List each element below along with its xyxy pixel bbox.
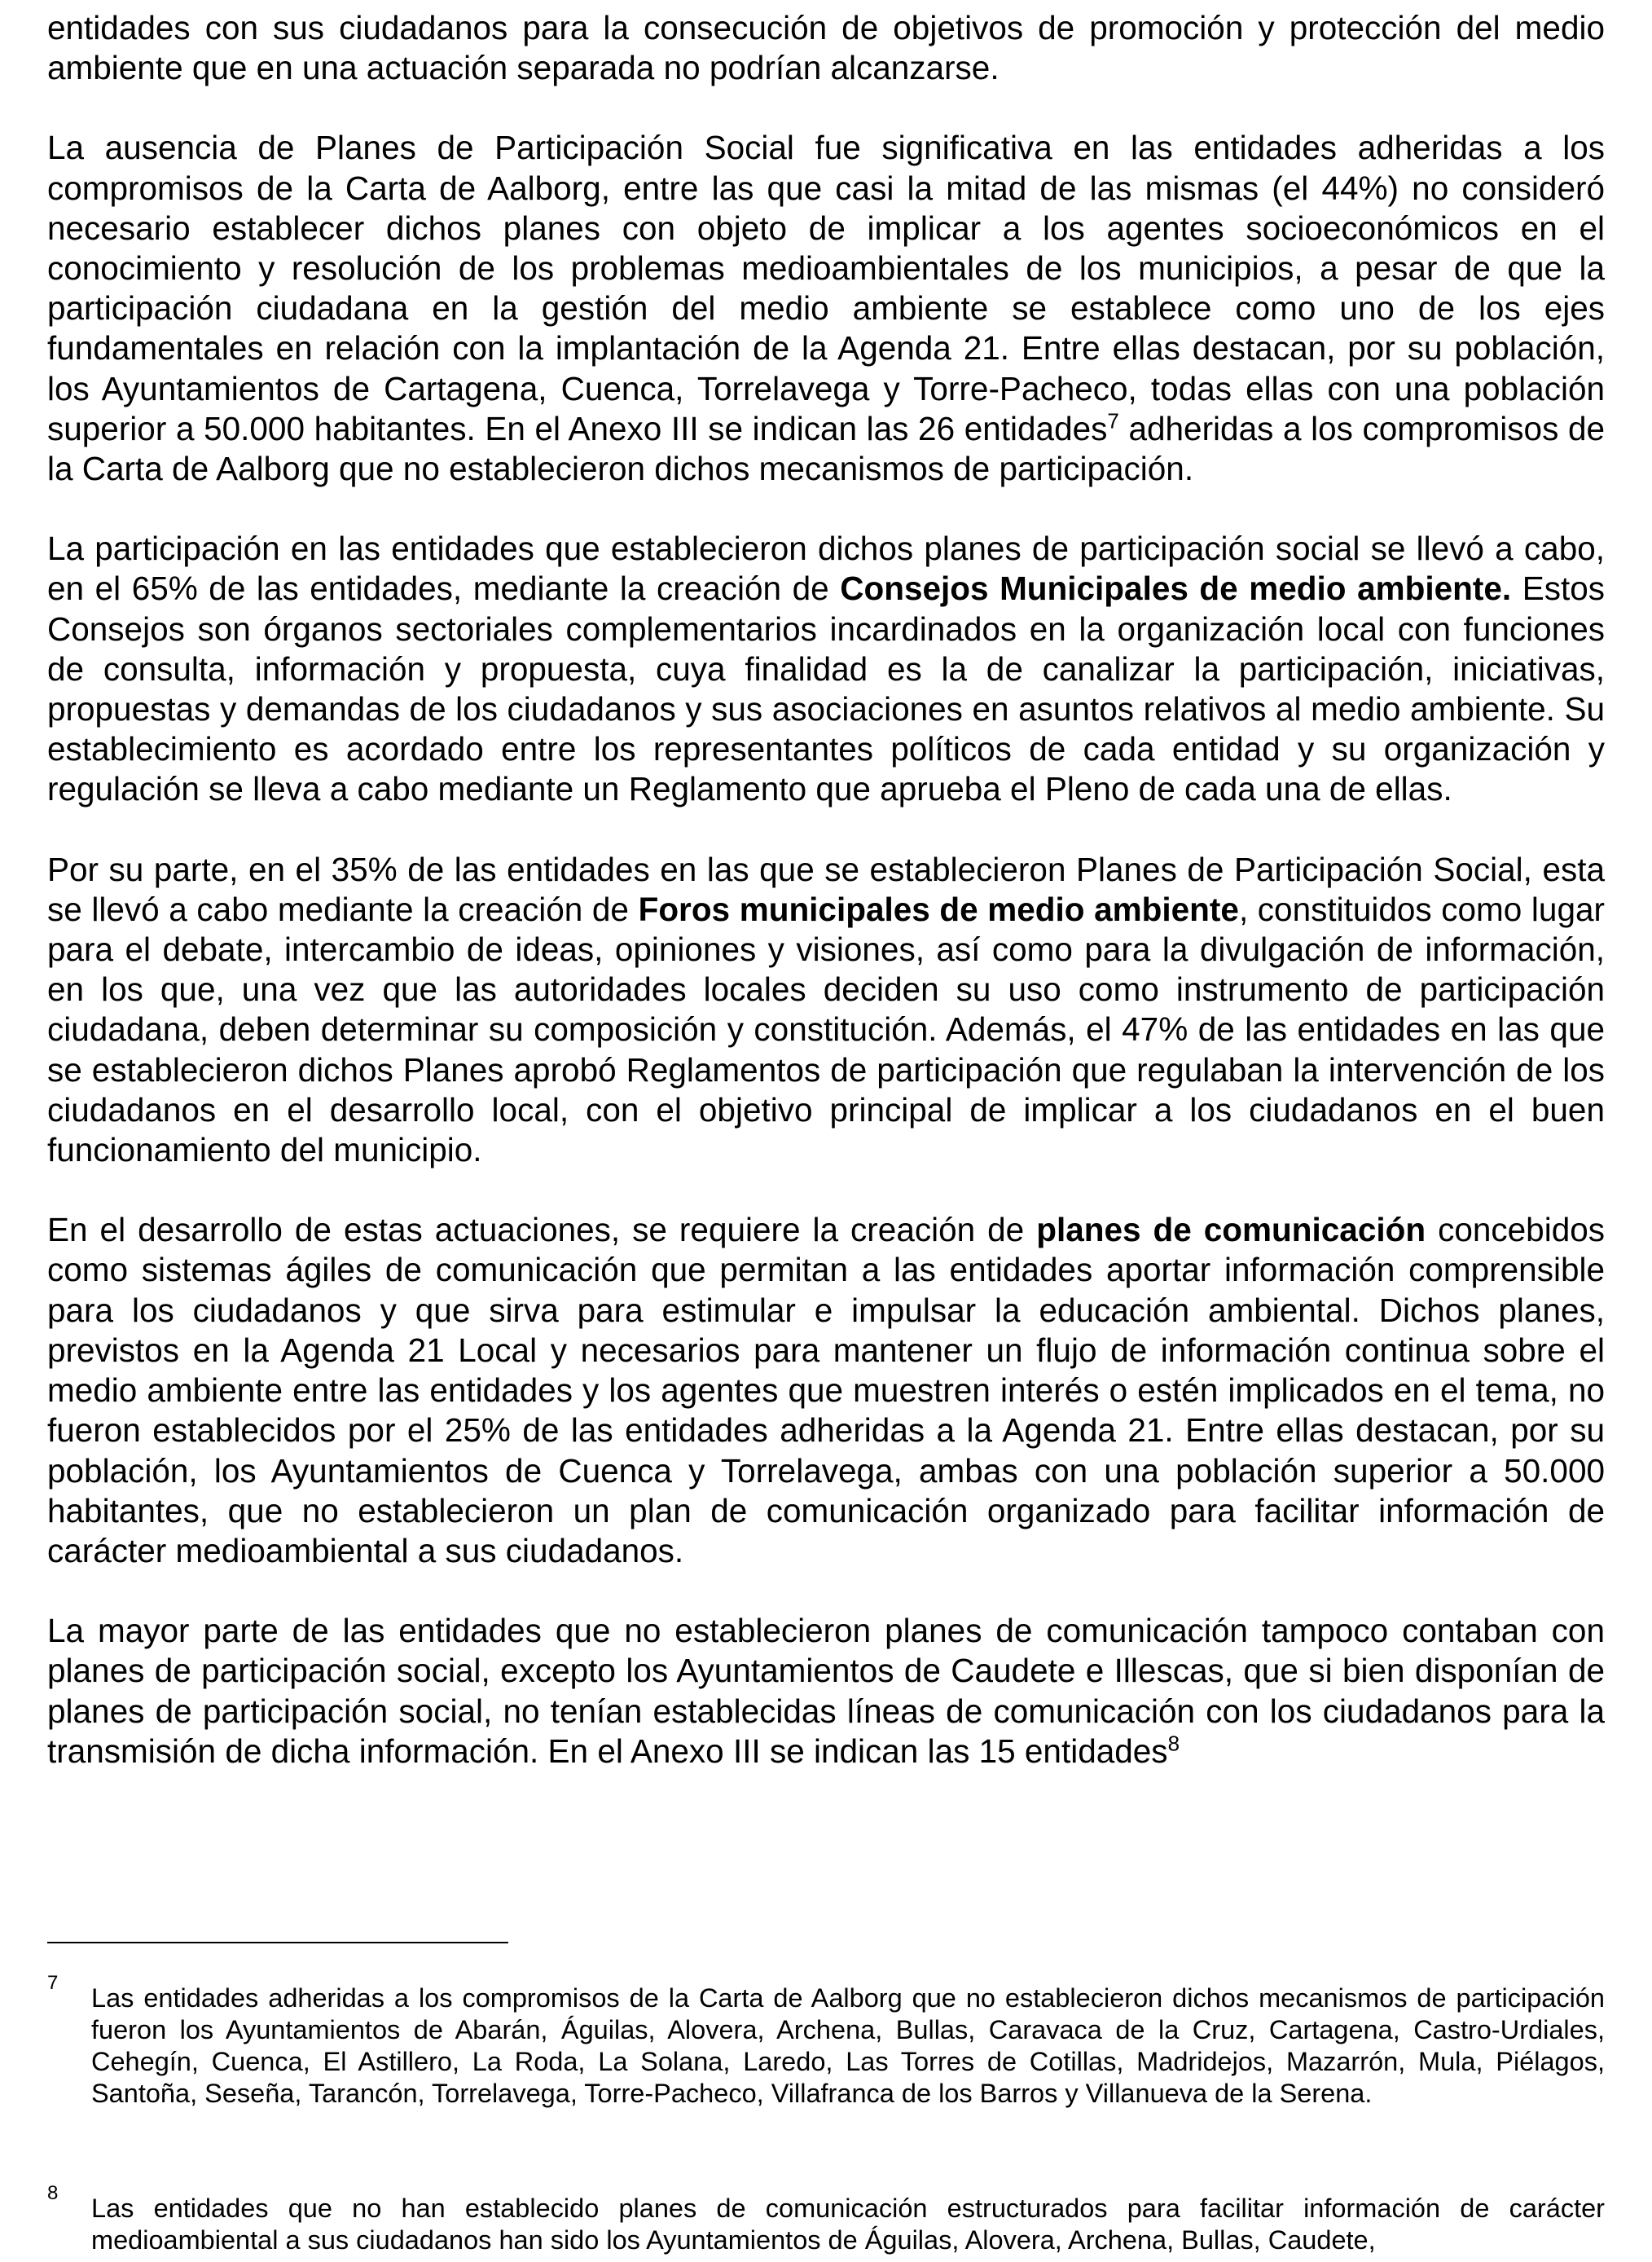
paragraph-text: Estos Consejos son órganos sectoriales complementarios incardinados en la organización local con funciones de consulta, información y propuesta, cuya finalidad es la de canalizar la participación, iniciativas, propuestas y demandas de los ciudadanos y sus asociaciones en asuntos relativos al medio ambiente. Su establecimiento es acordado entre los representantes políticos de cada entidad y su organización y regulación se lleva a cabo mediante un Reglamento que aprueba el Pleno de cada una de ellas. — [47, 570, 1605, 808]
footnote-number: 7 — [47, 1972, 59, 1994]
paragraph-municipal-forums — [47, 850, 1605, 1171]
paragraph-no-communication — [47, 1611, 1605, 1771]
bold-term-consejos: Consejos Municipales de medio ambiente. — [840, 570, 1512, 608]
footnote-number: 8 — [47, 2182, 59, 2204]
footnote-separator — [47, 1942, 508, 1943]
footnote-8 — [47, 2182, 1605, 2256]
paragraph-municipal-councils — [47, 529, 1605, 809]
paragraph-text: La participación en las entidades que establecieron dichos planes de participación social se llevó a cabo, en el 65% de las entidades, mediante la creación de — [47, 530, 1605, 608]
paragraph-text: entidades con sus ciudadanos para la consecución de objetivos de promoción y protección del medio ambiente que en una actuación separada no podrían alcanzarse. — [47, 9, 1605, 87]
paragraph-text: En el desarrollo de estas actuaciones, se requiere la creación de — [47, 1211, 1037, 1249]
paragraph-text: Por su parte, en el 35% de las entidades en las que se establecieron Planes de Participación Social, esta se llevó a cabo mediante la creación de — [47, 850, 1605, 928]
paragraph-text: La mayor parte de las entidades que no establecieron planes de comunicación tampoco contaban con planes de participación social, excepto los Ayuntamientos de Caudete e Illescas, que si bien disponían de planes de participación social, no tenían establecidas líneas de comunicación con los ciudadanos para la transmisión de dicha información. En el Anexo III se indican las 15 entidades — [47, 1612, 1605, 1770]
paragraph-text: concebidos como sistemas ágiles de comunicación que permitan a las entidades aportar información comprensible para los ciudadanos y que sirva para estimular e impulsar la educación ambiental. Dichos planes, previstos en la Agenda 21 Local y necesarios para mantener un flujo de información continua sobre el medio ambiente entre las entidades y los agentes que muestren interés o estén implicados en el tema, no fueron establecidos por el 25% de las entidades adheridas a la Agenda 21. Entre ellas destacan, por su población, los Ayuntamientos de Cuenca y Torrelavega, ambas con una población superior a 50.000 habitantes, que no establecieron un plan de comunicación organizado para facilitar información de carácter medioambiental a sus ciudadanos. — [47, 1211, 1605, 1569]
footnote-text: Las entidades adheridas a los compromisos de la Carta de Aalborg que no establecieron dichos mecanismos de participación fueron los Ayuntamientos de Abarán, Águilas, Alovera, Archena, Bullas, Caravaca de la Cruz, Cartagena, Castro-Urdiales, Cehegín, Cuenca, El Astillero, La Roda, La Solana, Laredo, Las Torres de Cotillas, Madridejos, Mazarrón, Mula, Piélagos, Santoña, Seseña, Tarancón, Torrelavega, Torre-Pacheco, Villafranca de los Barros y Villanueva de la Serena. — [91, 1983, 1605, 2108]
footnote-reference-7[interactable]: 7 — [1107, 408, 1119, 433]
document-body — [47, 8, 1605, 1771]
paragraph-text: adheridas a los compromisos de la Carta de Aalborg que no establecieron dichos mecanismos de participación. — [47, 409, 1605, 488]
bold-term-foros: Foros municipales de medio ambiente — [638, 890, 1239, 928]
footnote-7 — [47, 1972, 1605, 2110]
footnote-text: Las entidades que no han establecido planes de comunicación estructurados para facilitar información de carácter medioambiental a sus ciudadanos han sido los Ayuntamientos de Águilas, Alovera, Archena, Bullas, Caudete, — [91, 2194, 1605, 2255]
bold-term-planes-comunicacion: planes de comunicación — [1036, 1211, 1426, 1249]
footnote-reference-8[interactable]: 8 — [1167, 1731, 1180, 1756]
paragraph-communication-plans — [47, 1210, 1605, 1571]
paragraph-continuation — [47, 8, 1605, 88]
paragraph-text: , constituidos como lugar para el debate, intercambio de ideas, opiniones y visiones, así como para la divulgación de información, en los que, una vez que las autoridades locales deciden su uso como instrumento de participación ciudadana, deben determinar su composición y constitución. Además, el 47% de las entidades en las que se establecieron dichos Planes aprobó Reglamentos de participación que regulaban la intervención de los ciudadanos en el desarrollo local, con el objetivo principal de implicar a los ciudadanos en el buen funcionamiento del municipio. — [47, 890, 1605, 1169]
paragraph-text: La ausencia de Planes de Participación Social fue significativa en las entidades adheridas a los compromisos de la Carta de Aalborg, entre las que casi la mitad de las mismas (el 44%) no consideró necesario establecer dichos planes con objeto de implicar a los agentes socioeconómicos en el conocimiento y resolución de los problemas medioambientales de los municipios, a pesar de que la participación ciudadana en la gestión del medio ambiente se establece como uno de los ejes fundamentales en relación con la implantación de la Agenda 21. Entre ellas destacan, por su población, los Ayuntamientos de Cartagena, Cuenca, Torrelavega y Torre-Pacheco, todas ellas con una población superior a 50.000 habitantes. En el Anexo III se indican las 26 entidades — [47, 129, 1605, 447]
paragraph-participation-plans — [47, 128, 1605, 489]
